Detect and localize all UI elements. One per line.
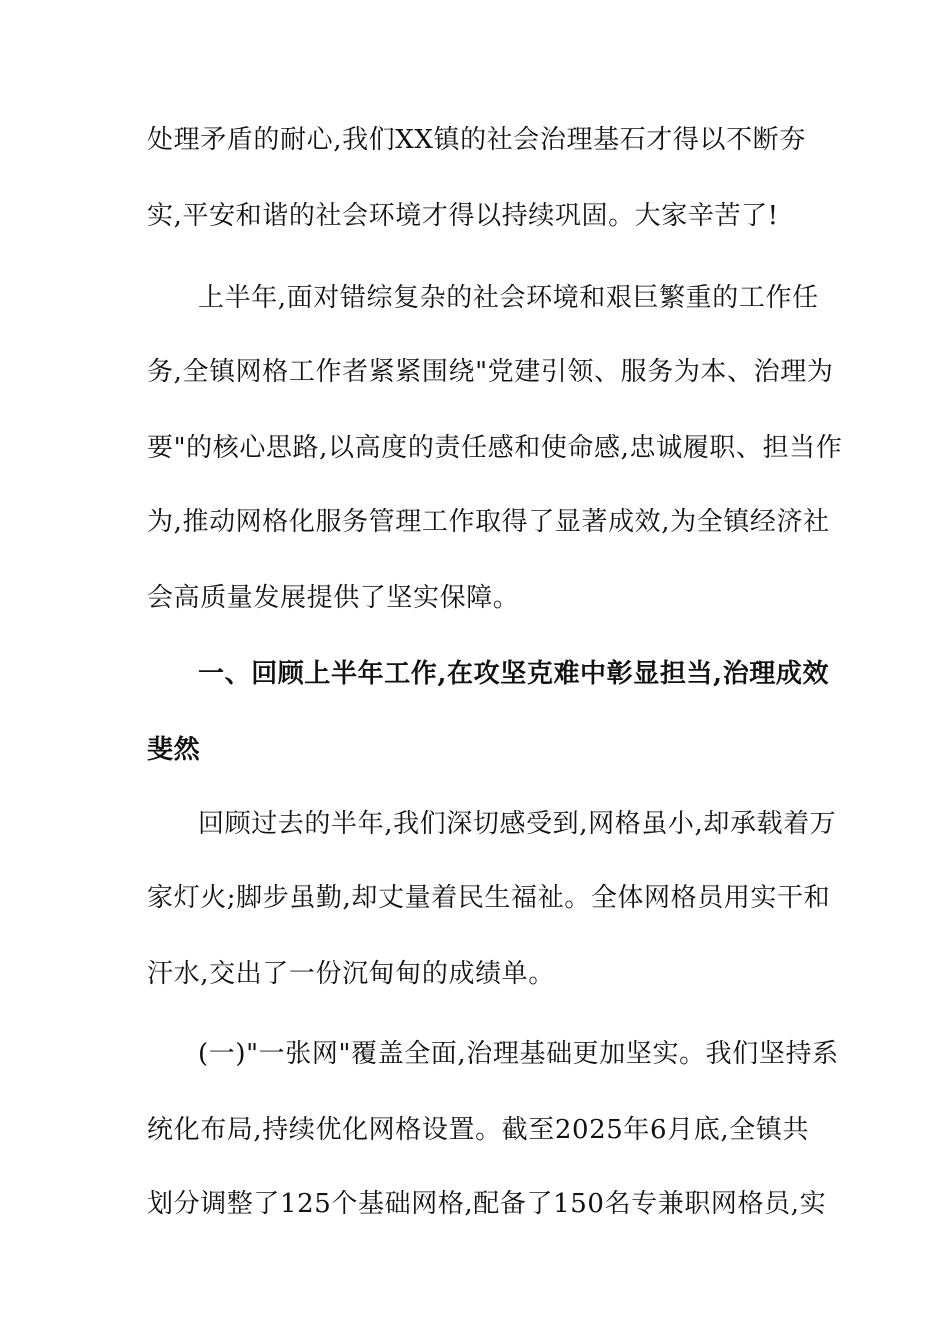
paragraph-line: 汗水,交出了一份沉甸甸的成绩单。	[147, 959, 555, 989]
paragraph-line: 为,推动网格化服务管理工作取得了显著成效,为全镇经济社	[147, 507, 830, 537]
section-heading: 斐然	[147, 735, 201, 765]
paragraph-line: 会高质量发展提供了坚实保障。	[147, 583, 520, 613]
paragraph-line: 实,平安和谐的社会环境才得以持续巩固。大家辛苦了!	[147, 201, 779, 231]
paragraph-line: 处理矛盾的耐心,我们XX镇的社会治理基石才得以不断夯	[147, 125, 806, 155]
paragraph-line: 务,全镇网格工作者紧紧围绕"党建引领、服务为本、治理为	[147, 357, 834, 387]
paragraph-line: 回顾过去的半年,我们深切感受到,网格虽小,却承载着万	[198, 809, 837, 839]
paragraph-line: 要"的核心思路,以高度的责任感和使命感,忠诚履职、担当作	[147, 433, 843, 463]
paragraph-line: 统化布局,持续优化网格设置。截至2025年6月底,全镇共	[147, 1115, 810, 1145]
paragraph-line: 上半年,面对错综复杂的社会环境和艰巨繁重的工作任	[198, 283, 819, 313]
paragraph-line: 划分调整了125个基础网格,配备了150名专兼职网格员,实	[147, 1189, 827, 1219]
section-heading: 一、回顾上半年工作,在攻坚克难中彰显担当,治理成效	[198, 659, 830, 689]
paragraph-line: (一)"一张网"覆盖全面,治理基础更加坚实。我们坚持系	[198, 1039, 839, 1069]
paragraph-line: 家灯火;脚步虽勤,却丈量着民生福祉。全体网格员用实干和	[147, 883, 831, 913]
